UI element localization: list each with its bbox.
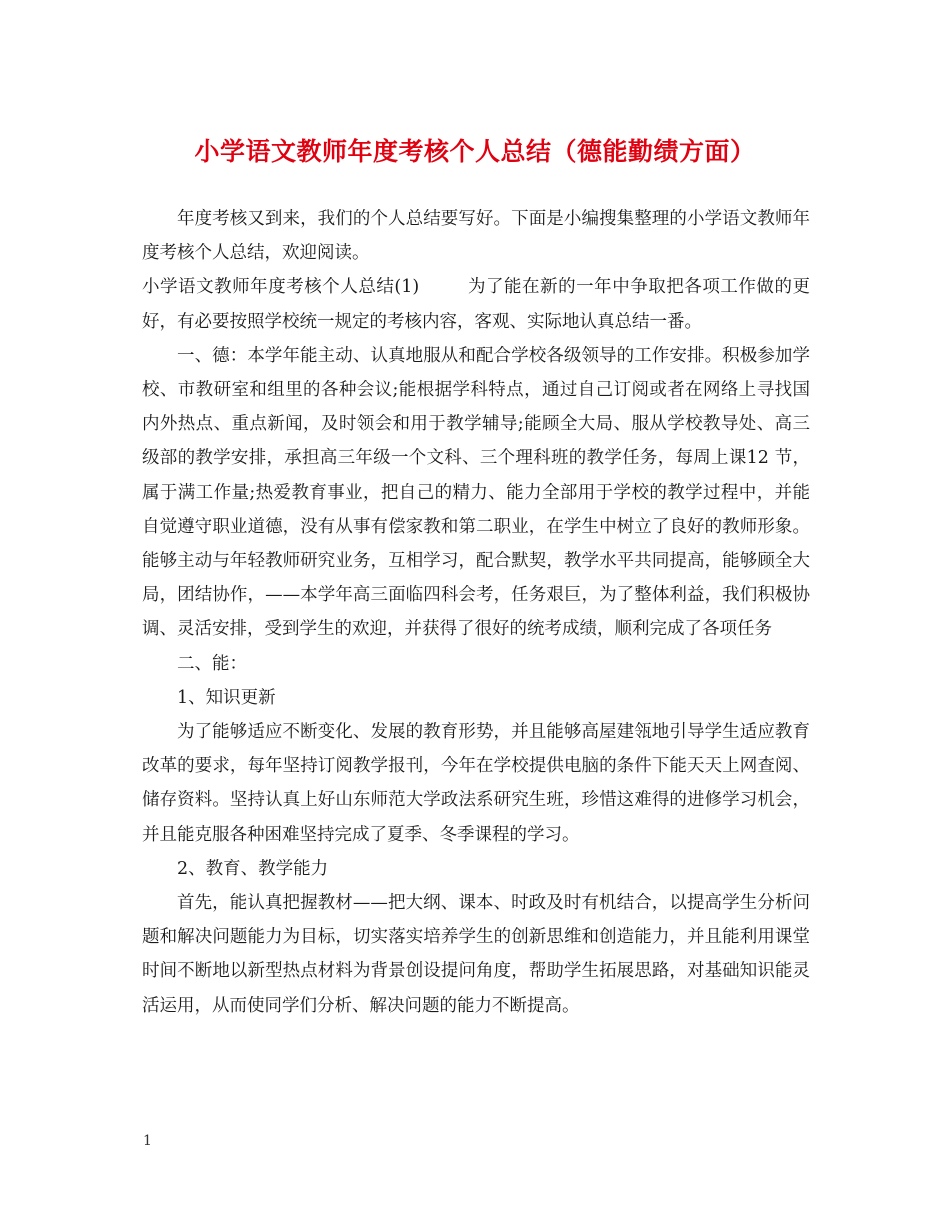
knowledge-update-heading: 1、知识更新 [177, 687, 276, 708]
ability-heading: 二、能： [177, 653, 247, 674]
document-body [142, 202, 810, 1023]
section-heading-paragraph: 小学语文教师年度考核个人总结(1) 为了能在新的一年中争取把各项工作做的更好，有必要按照学校统一规定的考核内容，客观、实际地认真总结一番。 [142, 277, 810, 332]
knowledge-update-paragraph: 为了能够适应不断变化、发展的教育形势，并且能够高屋建瓴地引导学生适应教育改革的要求，每年坚持订阅教学报刊，今年在学校提供电脑的条件下能天天上网查阅、储存资料。坚持认真上好山东师范大学政法系研究生班，珍惜这难得的进修学习机会，并且能克服各种困难坚持完成了夏季、冬季课程的学习。 [142, 722, 810, 845]
teaching-ability-heading: 2、教育、教学能力 [177, 858, 329, 879]
document-title: 小学语文教师年度考核个人总结（德能勤绩方面） [194, 137, 756, 166]
intro-paragraph: 年度考核又到来，我们的个人总结要写好。下面是小编搜集整理的小学语文教师年度考核个人总结，欢迎阅读。 [142, 209, 810, 264]
teaching-ability-paragraph: 首先，能认真把握教材——把大纲、课本、时政及时有机结合，以提高学生分析问题和解决问题能力为目标，切实落实培养学生的创新思维和创造能力，并且能利用课堂时间不断地以新型热点材料为背景创设提问角度，帮助学生拓展思路，对基础知识能灵活运用，从而使同学们分析、解决问题的能力不断提高。 [142, 893, 810, 1016]
virtue-paragraph: 一、德：本学年能主动、认真地服从和配合学校各级领导的工作安排。积极参加学校、市教研室和组里的各种会议;能根据学科特点，通过自己订阅或者在网络上寻找国内外热点、重点新闻，及时领会和用于教学辅导;能顾全大局、服从学校教导处、高三级部的教学安排，承担高三年级一个文科、三个理科班的教学任务，每周上课12 节，属于满工作量;热爱教育事业，把自己的精力、能力全部用于学校的教学过程中，并能自觉遵守职业道德，没有从事有偿家教和第二职业，在学生中树立了良好的教师形象。能够主动与年轻教师研究业务，互相学习，配合默契，教学水平共同提高，能够顾全大局，团结协作，——本学年高三面临四科会考，任务艰巨，为了整体利益，我们积极协调、灵活安排，受到学生的欢迎，并获得了很好的统考成绩，顺利完成了各项任务 [142, 345, 810, 640]
page-number: 1 [143, 1133, 152, 1149]
